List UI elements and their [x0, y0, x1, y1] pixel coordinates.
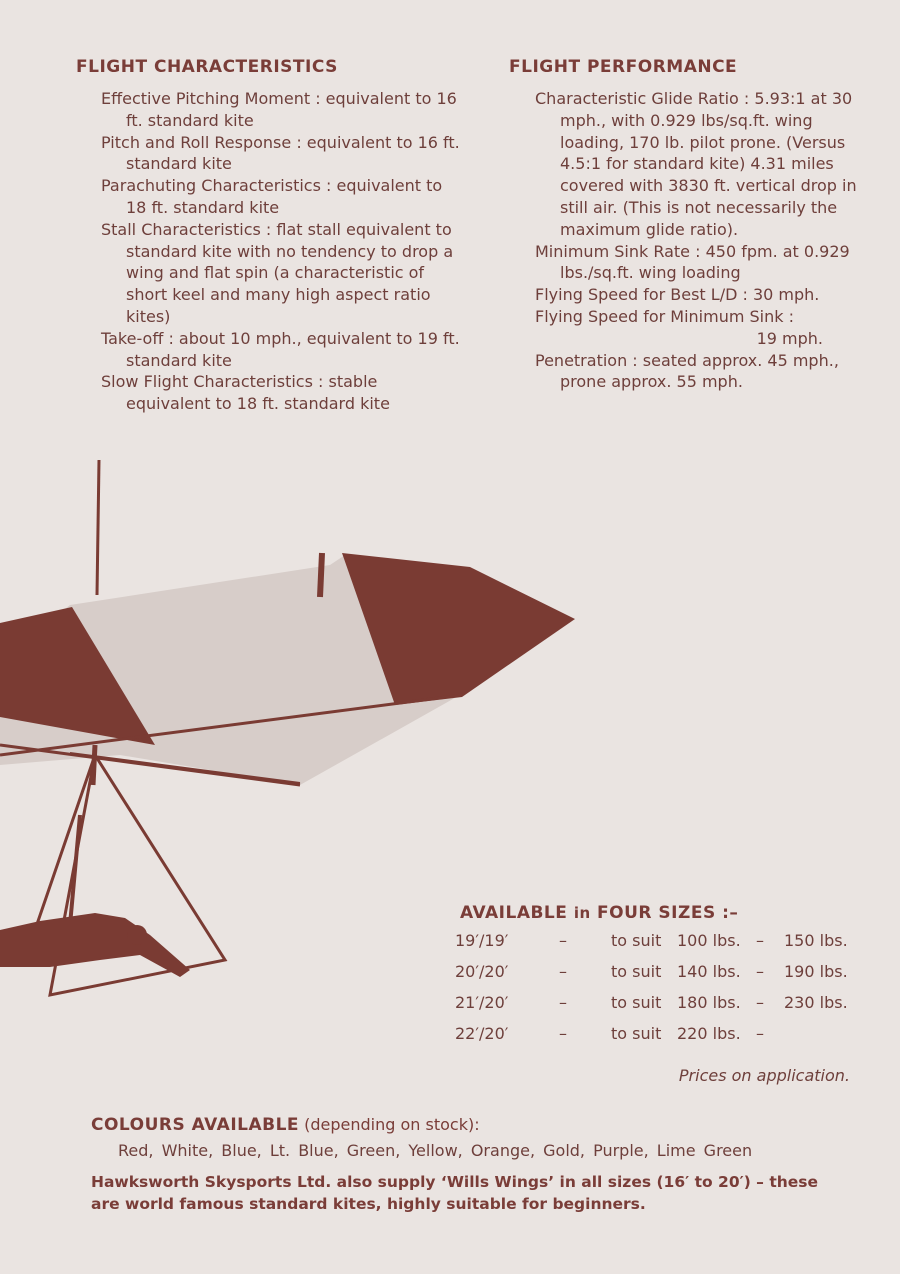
list-item: Characteristic Glide Ratio : 5.93:1 at 30 mph., with 0.929 lbs/sq.ft. wing loading, 170 lb. pilot prone. (Versus 4.5:1 for standard kite) 4.31 miles covered with 3830 ft. vertical drop in still air. (This is not necessarily the maximum glide ratio). — [535, 89, 857, 239]
colours-list: Red, White, Blue, Lt. Blue, Green, Yellow, Orange, Gold, Purple, Lime Green — [118, 1141, 753, 1160]
size-value: 22′/20′ — [455, 1024, 509, 1043]
size-from: 220 lbs. — [677, 1024, 741, 1043]
size-row — [455, 993, 865, 1019]
size-to: 230 lbs. — [784, 993, 848, 1012]
sizes-heading-part: FOUR SIZES :– — [590, 903, 739, 923]
size-value: 21′/20′ — [455, 993, 509, 1012]
size-value: 19′/19′ — [455, 931, 509, 950]
colours-heading-note: (depending on stock): — [299, 1115, 480, 1134]
list-item: Flying Speed for Best L/D : 30 mph. — [535, 285, 820, 305]
list-item: Penetration : seated approx. 45 mph., prone approx. 55 mph. — [535, 350, 839, 392]
size-dash: – — [559, 993, 567, 1012]
size-sep: – — [756, 1024, 764, 1043]
list-item: Parachuting Characteristics : equivalent to 18 ft. standard kite — [101, 176, 443, 217]
list-item: Pitch and Roll Response : equivalent to 16 ft. standard kite — [101, 132, 460, 174]
supply-note: Hawksworth Skysports Ltd. also supply ‘Wills Wings’ in all sizes (16′ to 20′) – these are world famous standard kites, highly suitable for beginners. — [91, 1173, 819, 1213]
list-item: Effective Pitching Moment : equivalent to 16 ft. standard kite — [101, 89, 457, 130]
size-to: 150 lbs. — [784, 931, 848, 950]
size-dash: – — [559, 962, 567, 981]
size-from: 140 lbs. — [677, 962, 741, 981]
size-sep: – — [756, 962, 764, 981]
flight-characteristics-heading: FLIGHT CHARACTERISTICS — [76, 57, 338, 77]
list-item: Slow Flight Characteristics : stable equivalent to 18 ft. standard kite — [101, 372, 390, 414]
size-dash: – — [559, 931, 567, 950]
flight-performance-list — [535, 88, 875, 393]
size-from: 180 lbs. — [677, 993, 741, 1012]
prices-note: Prices on application. — [678, 1066, 850, 1085]
size-sep: – — [756, 993, 764, 1012]
size-suit: to suit — [611, 962, 662, 981]
colours-heading-label: COLOURS AVAILABLE — [91, 1115, 300, 1135]
flight-performance-heading: FLIGHT PERFORMANCE — [509, 57, 738, 77]
size-from: 100 lbs. — [677, 931, 741, 950]
sizes-heading-part: AVAILABLE — [460, 903, 574, 923]
colours-heading — [91, 1115, 480, 1135]
size-value: 20′/20′ — [455, 962, 509, 981]
list-item: Flying Speed for Minimum Sink : — [535, 306, 794, 326]
size-row — [455, 1024, 865, 1050]
list-item-continuation: 19 mph. — [756, 328, 823, 348]
size-row — [455, 931, 865, 957]
size-sep: – — [756, 931, 764, 950]
size-suit: to suit — [611, 1024, 662, 1043]
list-item: Minimum Sink Rate : 450 fpm. at 0.929 lbs./sq.ft. wing loading — [535, 241, 850, 283]
sizes-heading-part: in — [573, 904, 591, 922]
size-suit: to suit — [611, 993, 662, 1012]
size-to: 190 lbs. — [784, 962, 848, 981]
list-item: Stall Characteristics : flat stall equivalent to standard kite with no tendency to drop a wing and flat spin (a characteristic of short keel and many high aspect ratio kites) — [101, 219, 454, 326]
sizes-heading — [460, 903, 738, 923]
list-item: Take-off : about 10 mph., equivalent to 19 ft. standard kite — [101, 328, 460, 370]
size-suit: to suit — [611, 931, 662, 950]
size-row — [455, 962, 865, 988]
flight-characteristics-list — [101, 88, 461, 415]
size-dash: – — [559, 1024, 567, 1043]
kingpost — [97, 460, 99, 595]
pilot — [0, 913, 190, 977]
